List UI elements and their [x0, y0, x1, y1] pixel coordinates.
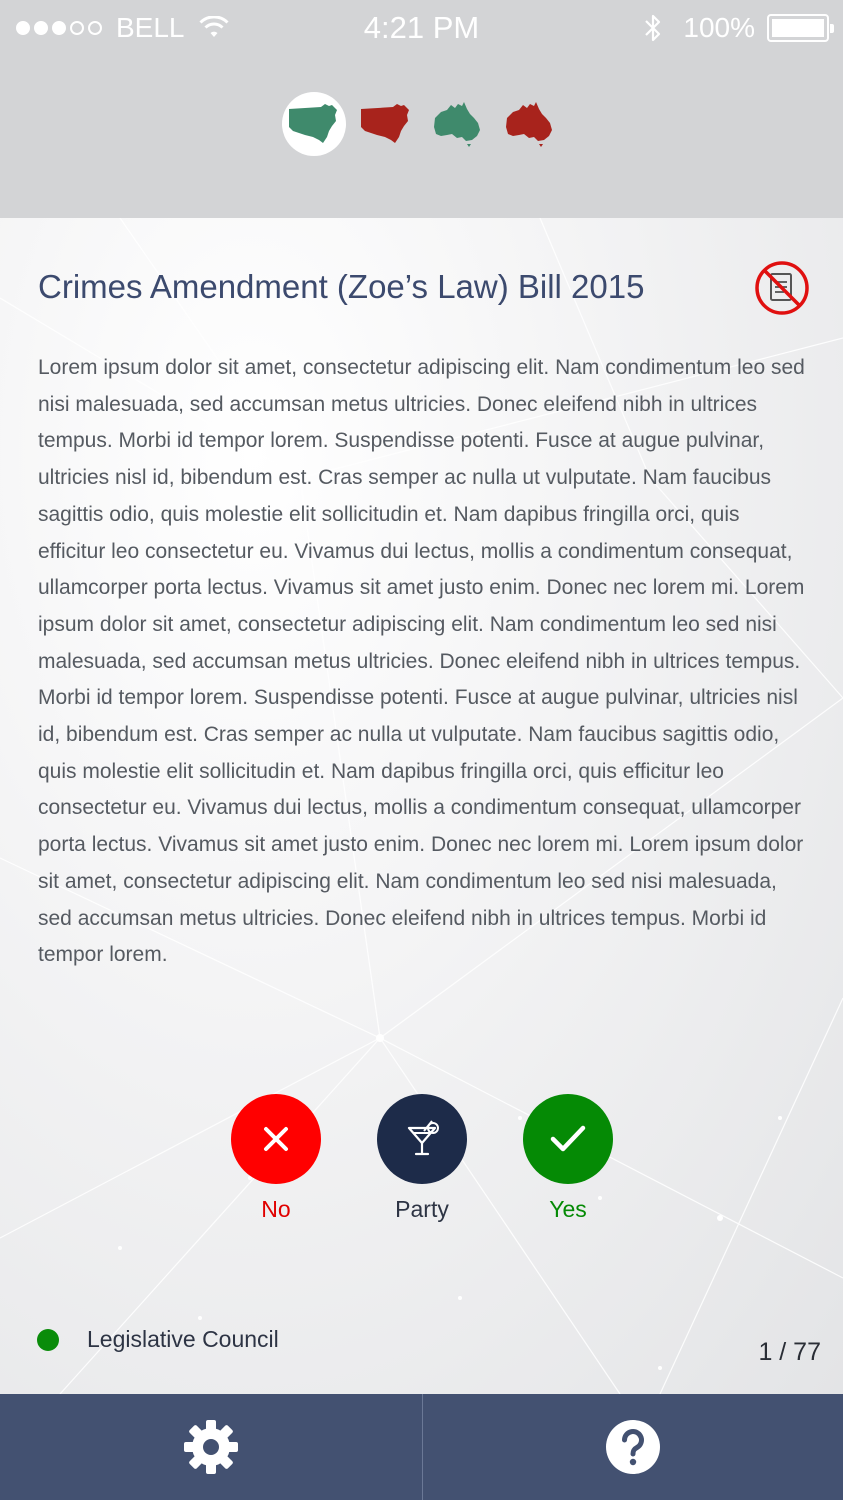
- vote-no-label[interactable]: No: [261, 1196, 291, 1222]
- chamber-indicator: [37, 1326, 279, 1353]
- australia-map-icon: [431, 100, 485, 148]
- no-document-icon[interactable]: [754, 260, 810, 316]
- cocktail-icon: [402, 1119, 442, 1159]
- bill-description: Lorem ipsum dolor sit amet, consectetur adipiscing elit. Nam condimentum leo sed nisi malesuada, sed accumsan metus ultricies. Donec eleifend nibh in ultrices tempus. Morbi id tempor lorem. Suspendisse potenti. Fusce at augue pulvinar, ultricies nisl id, bibendum est. Cras semper ac nulla ut vulputate. Nam faucibus sagittis odio, quis molestie elit sollicitudin et. Nam dapibus fringilla orci, quis efficitur leo consectetur eu. Vivamus dui lectus, mollis a condimentum consequat, ullamcorper porta lectus. Vivamus sit amet justo enim. Donec nec lorem mi. Lorem ipsum dolor sit amet, consectetur adipiscing elit. Nam condimentum leo sed nisi malesuada, sed accumsan metus ultricies. Donec eleifend nibh in ultrices tempus. Morbi id tempor lorem. Suspendisse potenti. Fusce at augue pulvinar, ultricies nisl id, bibendum est. Cras semper ac nulla ut vulputate. Nam faucibus sagittis odio, quis molestie elit sollicitudin et. Nam dapibus fringilla orci, quis efficitur leo consectetur eu. Vivamus dui lectus, mollis a condimentum consequat, ullamcorper porta lectus. Vivamus sit amet justo enim. Donec nec lorem mi. Lorem ipsum dolor sit amet, consectetur adipiscing elit. Nam condimentum leo sed nisi malesuada, sed accumsan metus ultricies. Donec eleifend nibh in ultrices tempus. Morbi id tempor lorem.: [38, 356, 805, 967]
- close-icon: [261, 1124, 291, 1154]
- status-time: 4:21 PM: [363, 10, 480, 45]
- app-header: [0, 0, 843, 218]
- vote-party-label[interactable]: Party: [395, 1196, 449, 1222]
- vote-yes-label[interactable]: Yes: [549, 1196, 587, 1222]
- bill-pager: 1 / 77: [758, 1338, 821, 1366]
- help-tab[interactable]: [422, 1394, 843, 1500]
- region-australia-red[interactable]: [498, 92, 562, 156]
- vote-yes-circle[interactable]: [523, 1094, 613, 1184]
- tab-bar: [0, 1394, 843, 1500]
- nsw-state-icon: [287, 103, 341, 145]
- region-nsw-state-green[interactable]: [282, 92, 346, 156]
- vote-party-button[interactable]: [362, 1094, 482, 1223]
- vote-yes-button[interactable]: [508, 1094, 628, 1223]
- region-nsw-state-red[interactable]: [354, 92, 418, 156]
- vote-no-button[interactable]: [216, 1094, 336, 1223]
- checkmark-icon: [550, 1124, 586, 1154]
- region-australia-green[interactable]: [426, 92, 490, 156]
- australia-map-icon: [503, 100, 557, 148]
- region-selector: [0, 92, 843, 156]
- chamber-status-dot: [37, 1329, 59, 1351]
- help-icon: [605, 1419, 661, 1475]
- battery-percent: 100%: [683, 12, 755, 43]
- vote-no-circle[interactable]: [231, 1094, 321, 1184]
- bill-detail: [0, 218, 843, 1394]
- bill-title: Crimes Amendment (Zoe’s Law) Bill 2015: [38, 268, 645, 305]
- carrier-name: BELL: [116, 12, 185, 43]
- vote-party-circle[interactable]: [377, 1094, 467, 1184]
- status-bar: [0, 0, 843, 56]
- chamber-name: Legislative Council: [87, 1326, 279, 1352]
- settings-tab[interactable]: [0, 1394, 422, 1500]
- gear-icon: [182, 1418, 240, 1476]
- nsw-state-icon: [359, 103, 413, 145]
- bluetooth-icon: [643, 12, 663, 44]
- battery-info: [643, 12, 829, 44]
- battery-icon: [767, 14, 829, 42]
